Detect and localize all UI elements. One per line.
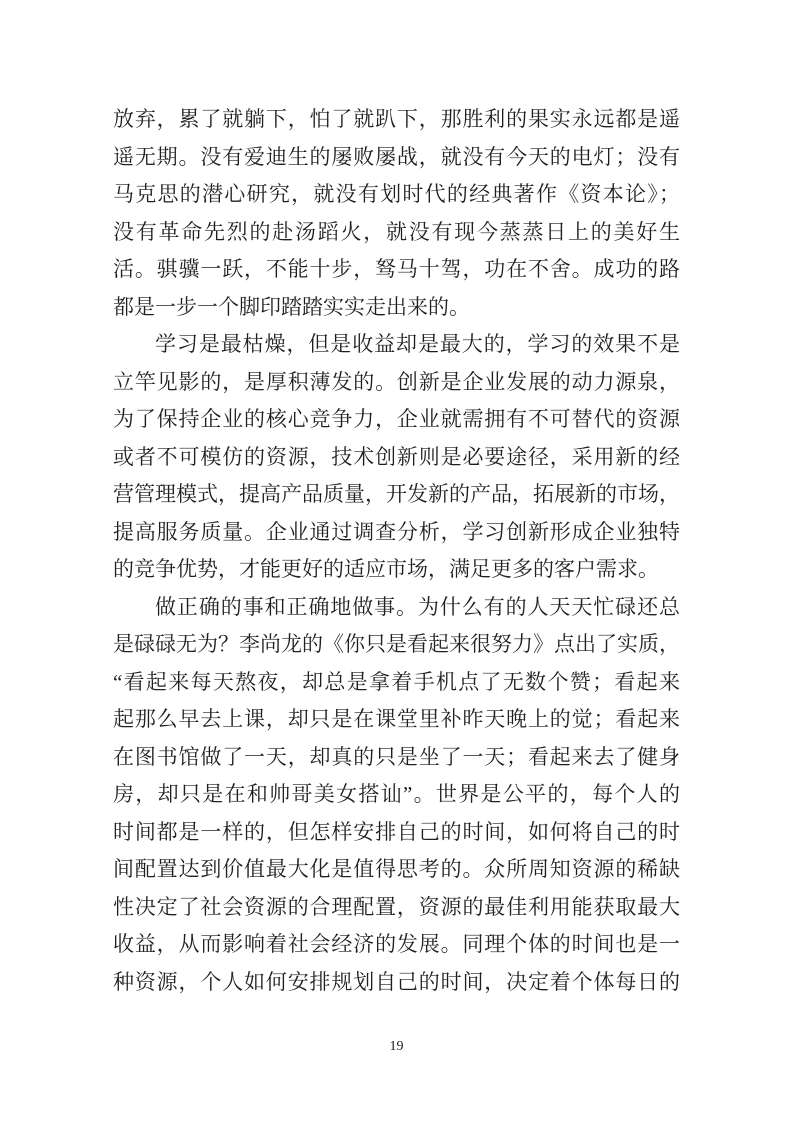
text-line: “看起来每天熬夜，却总是拿着手机点了无数个赞；看起来 [113, 669, 680, 694]
text-line: 放弃，累了就躺下，怕了就趴下，那胜利的果实永远都是遥 [113, 107, 680, 131]
text-line: 营管理模式，提高产品质量，开发新的产品，拓展新的市场， [113, 482, 680, 506]
text-line: 间配置达到价值最大化是值得思考的。众所周知资源的稀缺 [113, 857, 680, 881]
text-line: 马克思的潜心研究，就没有划时代的经典著作《资本论》； [113, 182, 680, 206]
text-line: 的竞争优势，才能更好的适应市场，满足更多的客户需求。 [113, 557, 659, 581]
text-line: 没有革命先烈的赴汤蹈火，就没有现今蒸蒸日上的美好生 [113, 219, 680, 244]
paragraph [113, 326, 680, 589]
text-line: 收益，从而影响着社会经济的发展。同理个体的时间也是一 [113, 932, 680, 956]
text-line: 立竿见影的，是厚积薄发的。创新是企业发展的动力源泉， [113, 369, 680, 394]
text-line: 在图书馆做了一天，却真的只是坐了一天；看起来去了健身 [113, 744, 680, 769]
text-line: 是碌碌无为？李尚龙的《你只是看起来很努力》点出了实质， [113, 632, 680, 656]
document-body [113, 101, 680, 1001]
text-line: 或者不可模仿的资源，技术创新则是必要途径，采用新的经 [113, 444, 680, 469]
text-line: 活。骐骥一跃，不能十步，驽马十驾，功在不舍。成功的路 [113, 257, 680, 281]
text-line: 房，却只是在和帅哥美女搭讪”。世界是公平的，每个人的 [113, 782, 680, 806]
text-line: 种资源，个人如何安排规划自己的时间，决定着个体每日的 [113, 969, 680, 994]
paragraph [113, 589, 680, 1002]
text-line: 都是一步一个脚印踏踏实实走出来的。 [113, 294, 470, 319]
page-number: 19 [389, 1039, 404, 1054]
text-line: 遥无期。没有爱迪生的屡败屡战，就没有今天的电灯；没有 [113, 144, 680, 169]
text-line: 学习是最枯燥，但是收益却是最大的，学习的效果不是 [155, 332, 680, 356]
paragraph [113, 101, 680, 326]
text-line: 起那么早去上课，却只是在课堂里补昨天晚上的觉；看起来 [113, 707, 680, 731]
text-line: 提高服务质量。企业通过调查分析，学习创新形成企业独特 [113, 519, 680, 544]
text-line: 时间都是一样的，但怎样安排自己的时间，如何将自己的时 [113, 819, 680, 844]
text-line: 性决定了社会资源的合理配置，资源的最佳利用能获取最大 [113, 894, 680, 919]
text-line: 为了保持企业的核心竞争力，企业就需拥有不可替代的资源 [113, 407, 680, 431]
text-line: 做正确的事和正确地做事。为什么有的人天天忙碌还总 [155, 594, 680, 619]
